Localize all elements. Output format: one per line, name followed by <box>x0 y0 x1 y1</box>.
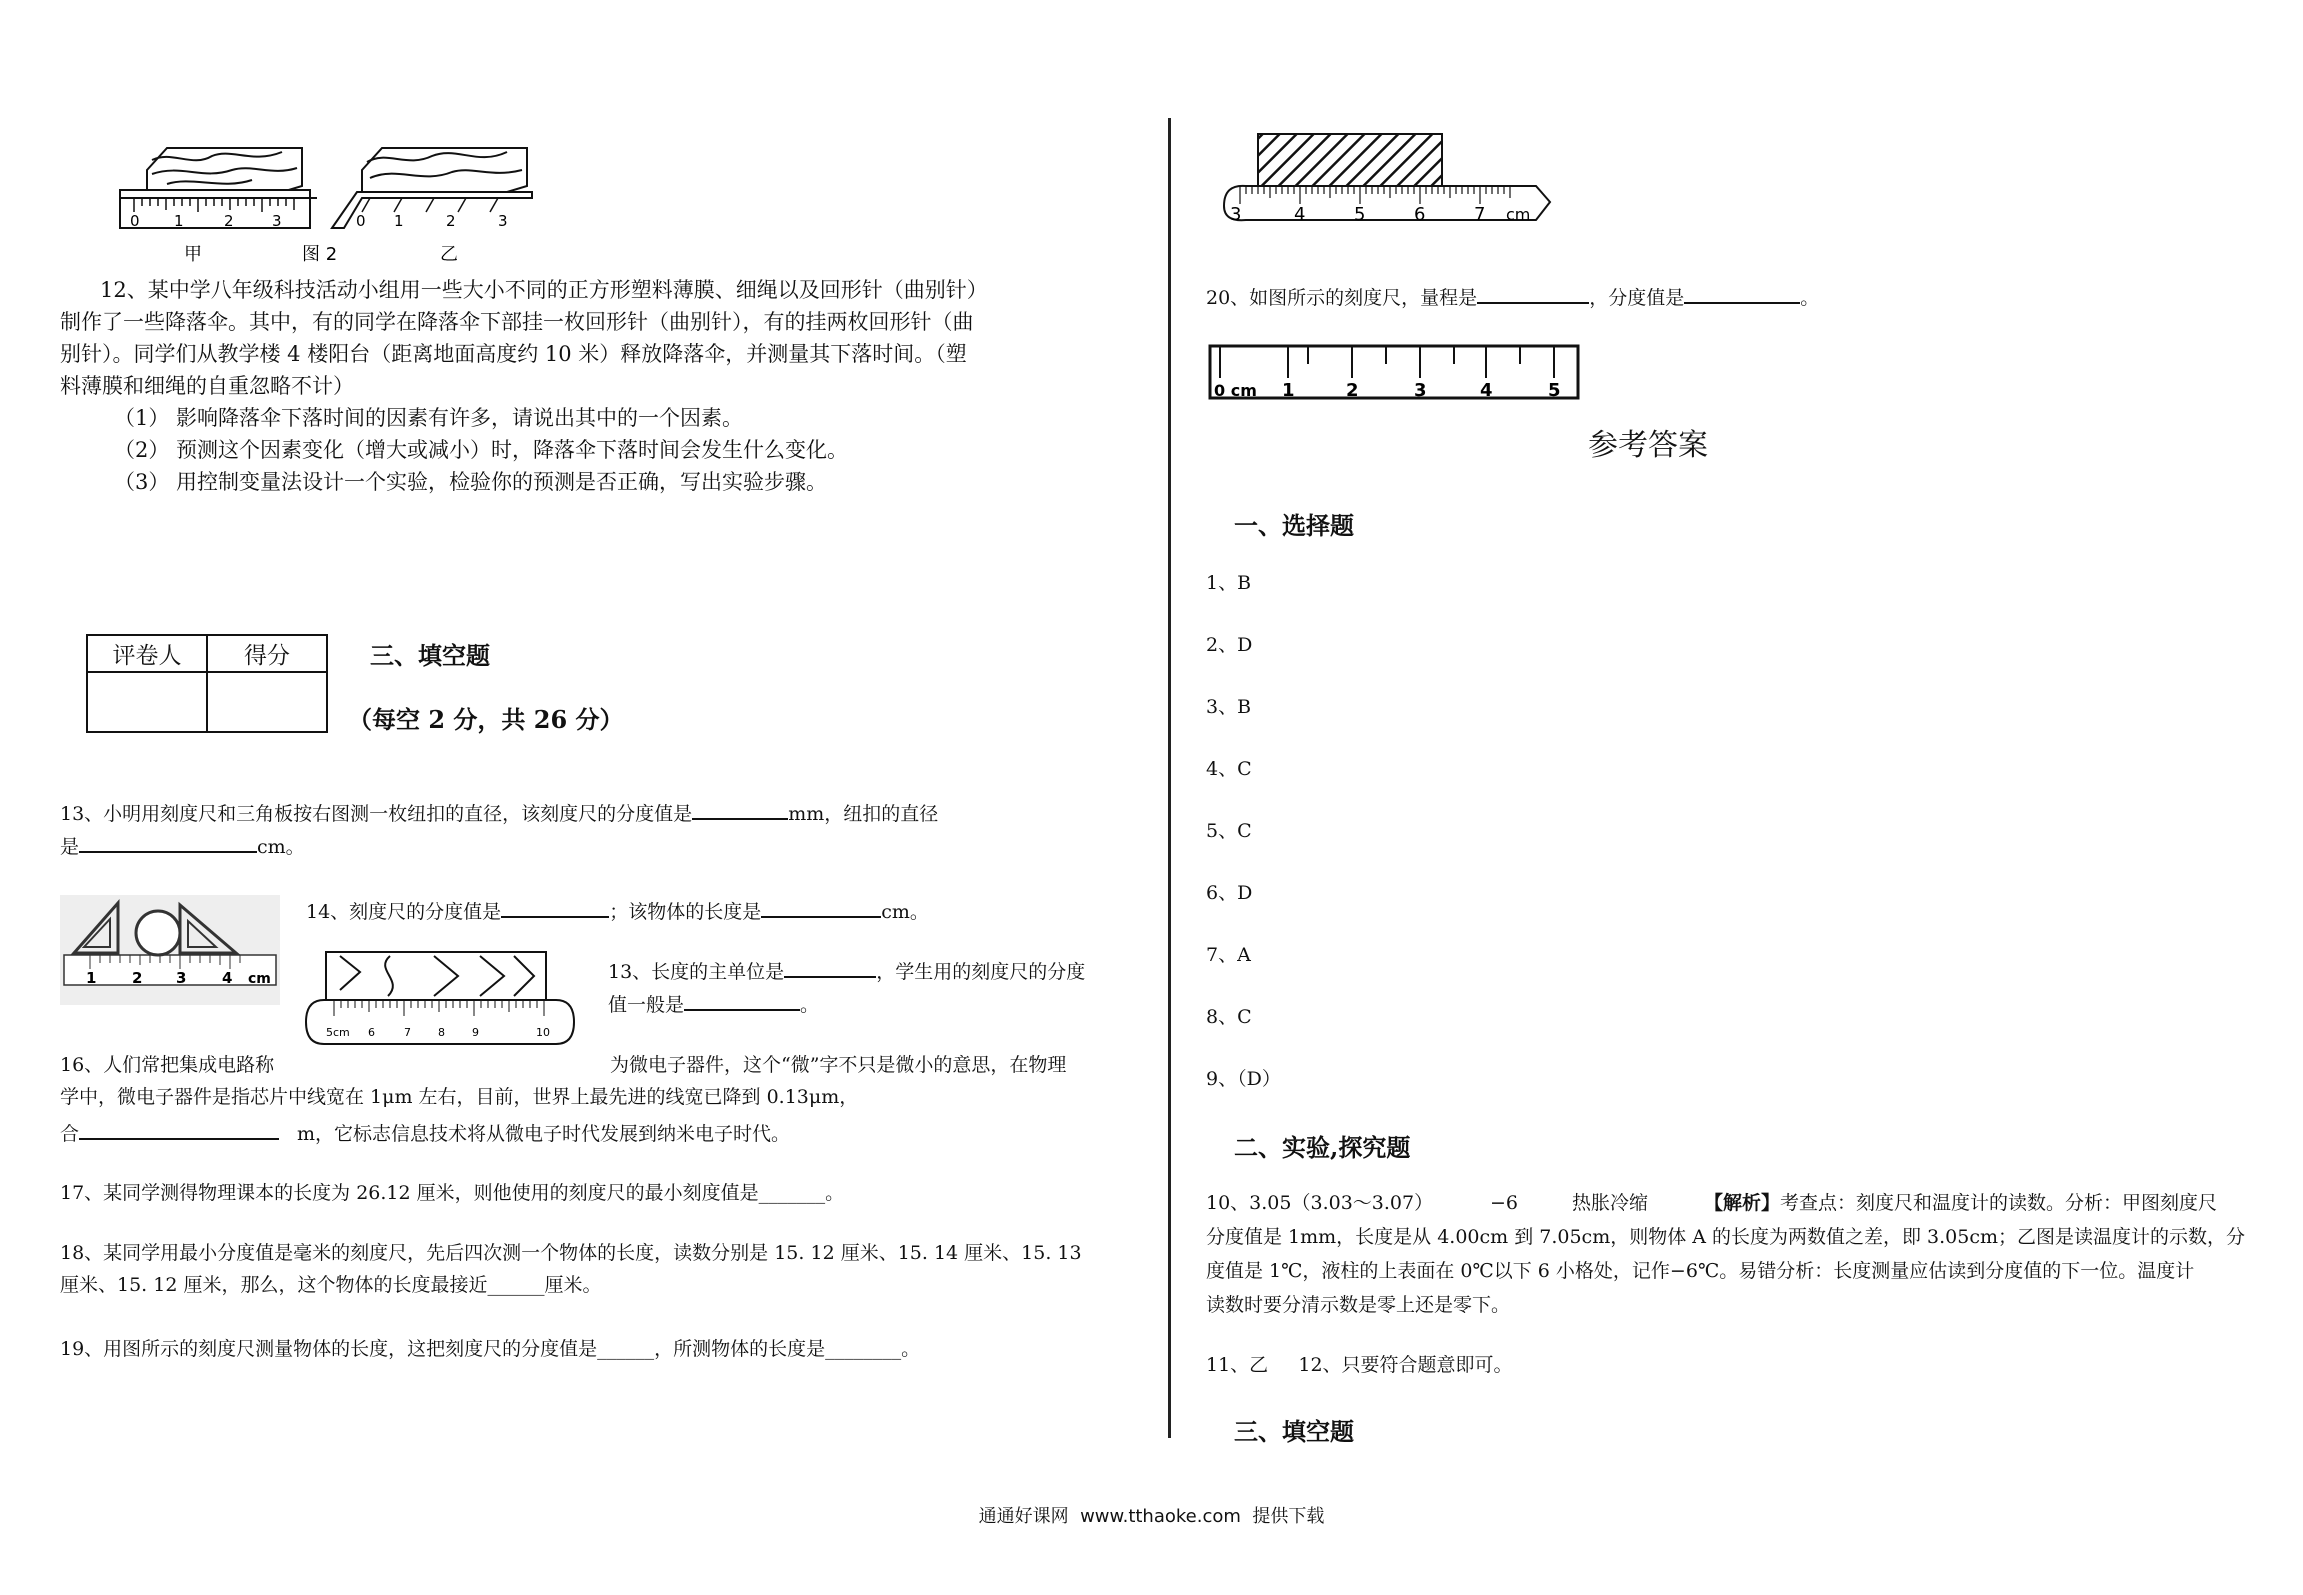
q14-blank-2[interactable] <box>761 894 881 918</box>
choice-answer: 3、B <box>1206 696 1252 718</box>
question-20 <box>1206 280 1819 313</box>
tri-tick-2: 2 <box>132 969 143 987</box>
a10-part-b: −6 <box>1490 1192 1519 1214</box>
q13b-text-1: 13、长度的主单位是 <box>608 961 785 983</box>
question-14 <box>306 894 929 927</box>
fig2-b-tick-0: 0 <box>356 212 366 230</box>
q13a-blank-2[interactable] <box>79 829 257 853</box>
q16-blank[interactable] <box>79 1116 279 1140</box>
a10-line-3: 度值是 1℃，液柱的上表面在 0℃以下 6 小格处，记作−6℃。易错分析：长度测量应估读到分度值的下一位。温度计 <box>1206 1260 2195 1282</box>
q12-line-1: 12、某中学八年级科技活动小组用一些大小不同的正方形塑料薄膜、细绳以及回形针（曲别针） <box>100 278 988 302</box>
choice-answer: 6、D <box>1206 882 1253 904</box>
tri-tick-1: 1 <box>86 969 97 987</box>
q13a-unit-2: cm。 <box>257 836 305 858</box>
question-12 <box>60 274 1140 498</box>
q13b-text-2: ，学生用的刻度尺的分度 <box>876 961 1086 983</box>
q13b-end: 。 <box>800 994 820 1016</box>
q12-sub-1: （1） 影响降落伞下落时间的因素有许多，请说出其中的一个因素。 <box>114 406 744 430</box>
q14-unit: cm。 <box>881 901 929 923</box>
choice-answer: 7、A <box>1206 944 1251 966</box>
a10-part-c: 热胀冷缩 <box>1572 1192 1649 1214</box>
figure-2-wood-rulers <box>112 140 572 270</box>
score-table-score-cell[interactable] <box>207 672 327 732</box>
q13b-blank-1[interactable] <box>784 954 876 978</box>
q20-ruler-tick-5: 5 <box>1548 380 1561 401</box>
q20-text-2: ，分度值是 <box>1589 287 1685 309</box>
q14-blank-1[interactable] <box>501 894 609 918</box>
question-19: 19、用图所示的刻度尺测量物体的长度，这把刻度尺的分度值是______，所测物体的长度是________。 <box>60 1338 921 1360</box>
choice-answer: 8、C <box>1206 1006 1252 1028</box>
score-table-grader-cell[interactable] <box>87 672 207 732</box>
q16-text-4: m，它标志信息技术将从微电子时代发展到纳米电子时代。 <box>297 1123 791 1145</box>
q16-text-3: 合 <box>60 1123 80 1145</box>
choice-answer: 5、C <box>1206 820 1252 842</box>
block-ruler-tick-5: 5 <box>1354 204 1366 225</box>
figure-ruler-q20 <box>1208 344 1582 402</box>
q20-blank-1[interactable] <box>1477 280 1589 304</box>
wave-tick-8: 8 <box>438 1026 445 1039</box>
question-13b <box>608 954 1148 1020</box>
a10-part-a: 10、3.05（3.03～3.07） <box>1206 1192 1434 1214</box>
wave-tick-5: 5cm <box>326 1026 350 1039</box>
q13a-text-1: 13、小明用刻度尺和三角板按右图测一枚纽扣的直径，该刻度尺的分度值是 <box>60 803 693 825</box>
answers-section-3: 三、填空题 <box>1234 1417 1354 1446</box>
score-table-grader-header: 评卷人 <box>87 635 207 672</box>
choice-answer: 4、C <box>1206 758 1252 780</box>
q12-sub-2: （2） 预测这个因素变化（增大或减小）时，降落伞下落时间会发生什么变化。 <box>114 438 849 462</box>
question-17: 17、某同学测得物理课本的长度为 26.12 厘米，则他使用的刻度尺的最小刻度值是_______。 <box>60 1182 845 1204</box>
wave-tick-9: 9 <box>472 1026 479 1039</box>
q20-end: 。 <box>1800 287 1820 309</box>
fig2-caption: 图 2 <box>302 244 338 265</box>
fig2-b-tick-1: 1 <box>394 212 404 230</box>
a10-line-4: 读数时要分清示数是零上还是零下。 <box>1206 1294 1511 1316</box>
question-13a <box>60 796 1150 862</box>
q20-ruler-tick-4: 4 <box>1480 380 1493 401</box>
wave-tick-6: 6 <box>368 1026 375 1039</box>
fig2-b-tick-3: 3 <box>498 212 508 230</box>
q16-text-1: 16、人们常把集成电路称 <box>60 1054 275 1076</box>
q20-text-1: 20、如图所示的刻度尺，量程是 <box>1206 287 1478 309</box>
q12-line-4: 料薄膜和细绳的自重忽略不计） <box>60 374 354 398</box>
tri-unit: cm <box>248 971 271 987</box>
q12-line-2: 制作了一些降落伞。其中，有的同学在降落伞下部挂一枚回形针（曲别针），有的挂两枚回形针（曲 <box>60 310 974 334</box>
figure-triangles-button <box>60 895 280 1005</box>
q20-ruler-tick-0: 0 cm <box>1214 381 1257 400</box>
q16-text-2: 为微电子器件，这个“微”字不只是微小的意思，在物理 <box>610 1054 1067 1076</box>
question-16 <box>60 1050 1150 1149</box>
q14-text-1: 14、刻度尺的分度值是 <box>306 901 502 923</box>
q16-line-2: 学中，微电子器件是指芯片中线宽在 1μm 左右，目前，世界上最先进的线宽已降到 0.13μm， <box>60 1086 859 1108</box>
tri-tick-3: 3 <box>176 969 187 987</box>
q14-text-2: ；该物体的长度是 <box>609 901 762 923</box>
fig2-label-b: 乙 <box>440 244 458 265</box>
q13a-blank-1[interactable] <box>692 796 788 820</box>
tri-tick-4: 4 <box>222 969 233 987</box>
block-ruler-tick-6: 6 <box>1414 204 1426 225</box>
q20-blank-2[interactable] <box>1684 280 1800 304</box>
score-table <box>86 634 328 733</box>
a10-line-2: 分度值是 1mm，长度是从 4.00cm 到 7.05cm，则物体 A 的长度为两数值之差，即 3.05cm；乙图是读温度计的示数，分 <box>1206 1226 2246 1248</box>
figure-block-on-ruler <box>1216 128 1560 244</box>
q13b-text-3: 值一般是 <box>608 994 685 1016</box>
answer-10 <box>1206 1188 2276 1320</box>
fig2-a-tick-0: 0 <box>130 212 140 230</box>
fig2-a-tick-3: 3 <box>272 212 282 230</box>
score-table-score-header: 得分 <box>207 635 327 672</box>
q13a-unit-1: mm，纽扣的直径 <box>788 803 939 825</box>
choice-answer: 2、D <box>1206 634 1253 656</box>
question-18 <box>60 1238 1150 1300</box>
q13b-blank-2[interactable] <box>684 987 800 1011</box>
column-divider <box>1168 118 1171 1438</box>
q20-ruler-tick-1: 1 <box>1282 380 1295 401</box>
q18-line-2: 厘米、15. 12 厘米，那么，这个物体的长度最接近______厘米。 <box>60 1274 602 1296</box>
q12-sub-3: （3） 用控制变量法设计一个实验，检验你的预测是否正确，写出实验步骤。 <box>114 470 828 494</box>
q20-ruler-tick-3: 3 <box>1414 380 1427 401</box>
q12-line-3: 别针）。同学们从教学楼 4 楼阳台（距离地面高度约 10 米）释放降落伞，并测量其下落时间。（塑 <box>60 342 967 366</box>
fig2-a-tick-1: 1 <box>174 212 184 230</box>
answers-section-2: 二、实验,探究题 <box>1234 1133 1411 1162</box>
section-3-title: 三、填空题 <box>370 641 490 670</box>
fig2-a-tick-2: 2 <box>224 212 234 230</box>
q20-ruler-tick-2: 2 <box>1346 380 1359 401</box>
block-ruler-tick-7: 7 <box>1474 204 1486 225</box>
wave-tick-7: 7 <box>404 1026 411 1039</box>
block-ruler-unit: cm <box>1506 205 1531 224</box>
fig2-label-a: 甲 <box>184 244 202 265</box>
q13a-text-2: 是 <box>60 836 80 858</box>
footer-credit: 通通好课网 www.tthaoke.com 提供下载 <box>978 1506 1325 1527</box>
answers-section-1: 一、选择题 <box>1234 511 1354 540</box>
block-ruler-tick-4: 4 <box>1294 204 1306 225</box>
wave-tick-10: 10 <box>536 1026 550 1039</box>
choice-answer: 9、（D） <box>1206 1068 1281 1090</box>
block-ruler-tick-3: 3 <box>1230 204 1242 225</box>
a10-part-d: 【解析】 <box>1704 1192 1781 1214</box>
answer-11-12: 11、乙 12、只要符合题意即可。 <box>1206 1354 1513 1376</box>
a10-part-e: 考查点：刻度尺和温度计的读数。分析：甲图刻度尺 <box>1780 1192 2218 1214</box>
fig2-b-tick-2: 2 <box>446 212 456 230</box>
figure-wave-object-ruler <box>304 950 576 1046</box>
answers-title: 参考答案 <box>1588 428 1708 463</box>
choice-answers-list <box>1206 568 1281 1126</box>
q18-line-1: 18、某同学用最小分度值是毫米的刻度尺，先后四次测一个物体的长度，读数分别是 15. 12 厘米、15. 14 厘米、15. 13 <box>60 1242 1082 1264</box>
section-3-note: （每空 2 分，共 26 分） <box>348 705 624 734</box>
choice-answer: 1、B <box>1206 572 1252 594</box>
